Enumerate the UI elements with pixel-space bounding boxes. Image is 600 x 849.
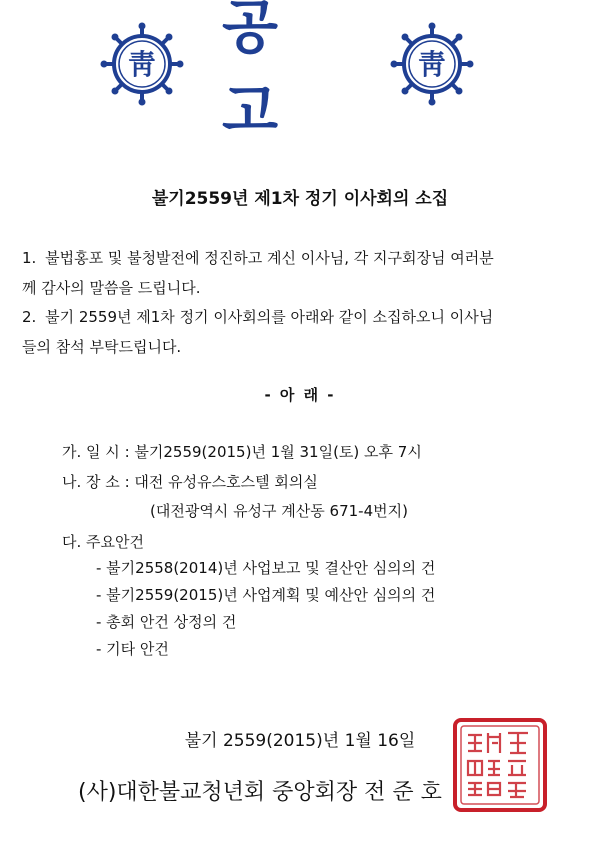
dharma-wheel-emblem-left — [100, 22, 184, 106]
detail-label: 주요안건 — [86, 533, 145, 551]
svg-text:靑: 靑 — [127, 48, 157, 81]
detail-value: 대전 유성유스호스텔 회의실 — [134, 473, 318, 491]
notice-title: 불기2559년 제1차 정기 이사회의 소집 — [151, 189, 449, 209]
paragraph-line: 불법홍포 및 불청발전에 정진하고 계신 이사님, 각 지구회장님 여러분 — [45, 249, 494, 267]
issue-date: 불기 2559(2015)년 1월 16일 — [184, 731, 416, 751]
paragraph-line: 불기 2559년 제1차 정기 이사회의를 아래와 같이 소집하오니 이사님 — [45, 308, 494, 326]
detail-place — [62, 471, 318, 492]
official-seal-stamp — [452, 717, 548, 813]
detail-marker: 가. — [62, 443, 82, 461]
seal-stamp-icon — [452, 717, 548, 813]
paragraph-line: 들의 참석 부탁드립니다. — [22, 338, 182, 356]
agenda-item: - 기타 안건 — [96, 640, 169, 658]
detail-agenda — [62, 531, 144, 552]
detail-value: 불기2559(2015)년 1월 31일(토) 오후 7시 — [134, 443, 422, 461]
detail-label: 일 시 : — [86, 443, 130, 461]
detail-marker: 다. — [62, 533, 82, 551]
agenda-item: - 총회 안건 상정의 건 — [96, 613, 237, 631]
place-address: (대전광역시 유성구 계산동 671-4번지) — [150, 502, 408, 520]
detail-label: 장 소 : — [86, 473, 130, 491]
paragraph-line: 께 감사의 말씀을 드립니다. — [22, 279, 201, 297]
dharma-wheel-icon — [100, 22, 184, 106]
paragraph-2 — [22, 302, 582, 362]
agenda-item: - 불기2558(2014)년 사업보고 및 결산안 심의의 건 — [96, 559, 436, 577]
signer-name: (사)대한불교청년회 중앙회장 전 준 호 — [78, 780, 442, 805]
agenda-item: - 불기2559(2015)년 사업계획 및 예산안 심의의 건 — [96, 586, 436, 604]
paragraph-number: 1. — [22, 249, 37, 267]
dharma-wheel-icon — [390, 22, 474, 106]
detail-marker: 나. — [62, 473, 82, 491]
dharma-wheel-emblem-right — [390, 22, 474, 106]
paragraph-1 — [22, 243, 582, 303]
paragraph-number: 2. — [22, 308, 37, 326]
page-title: 공 고 — [222, 0, 301, 145]
detail-datetime — [62, 441, 422, 462]
section-heading: - 아 래 - — [264, 386, 336, 404]
svg-text:靑: 靑 — [417, 48, 447, 81]
